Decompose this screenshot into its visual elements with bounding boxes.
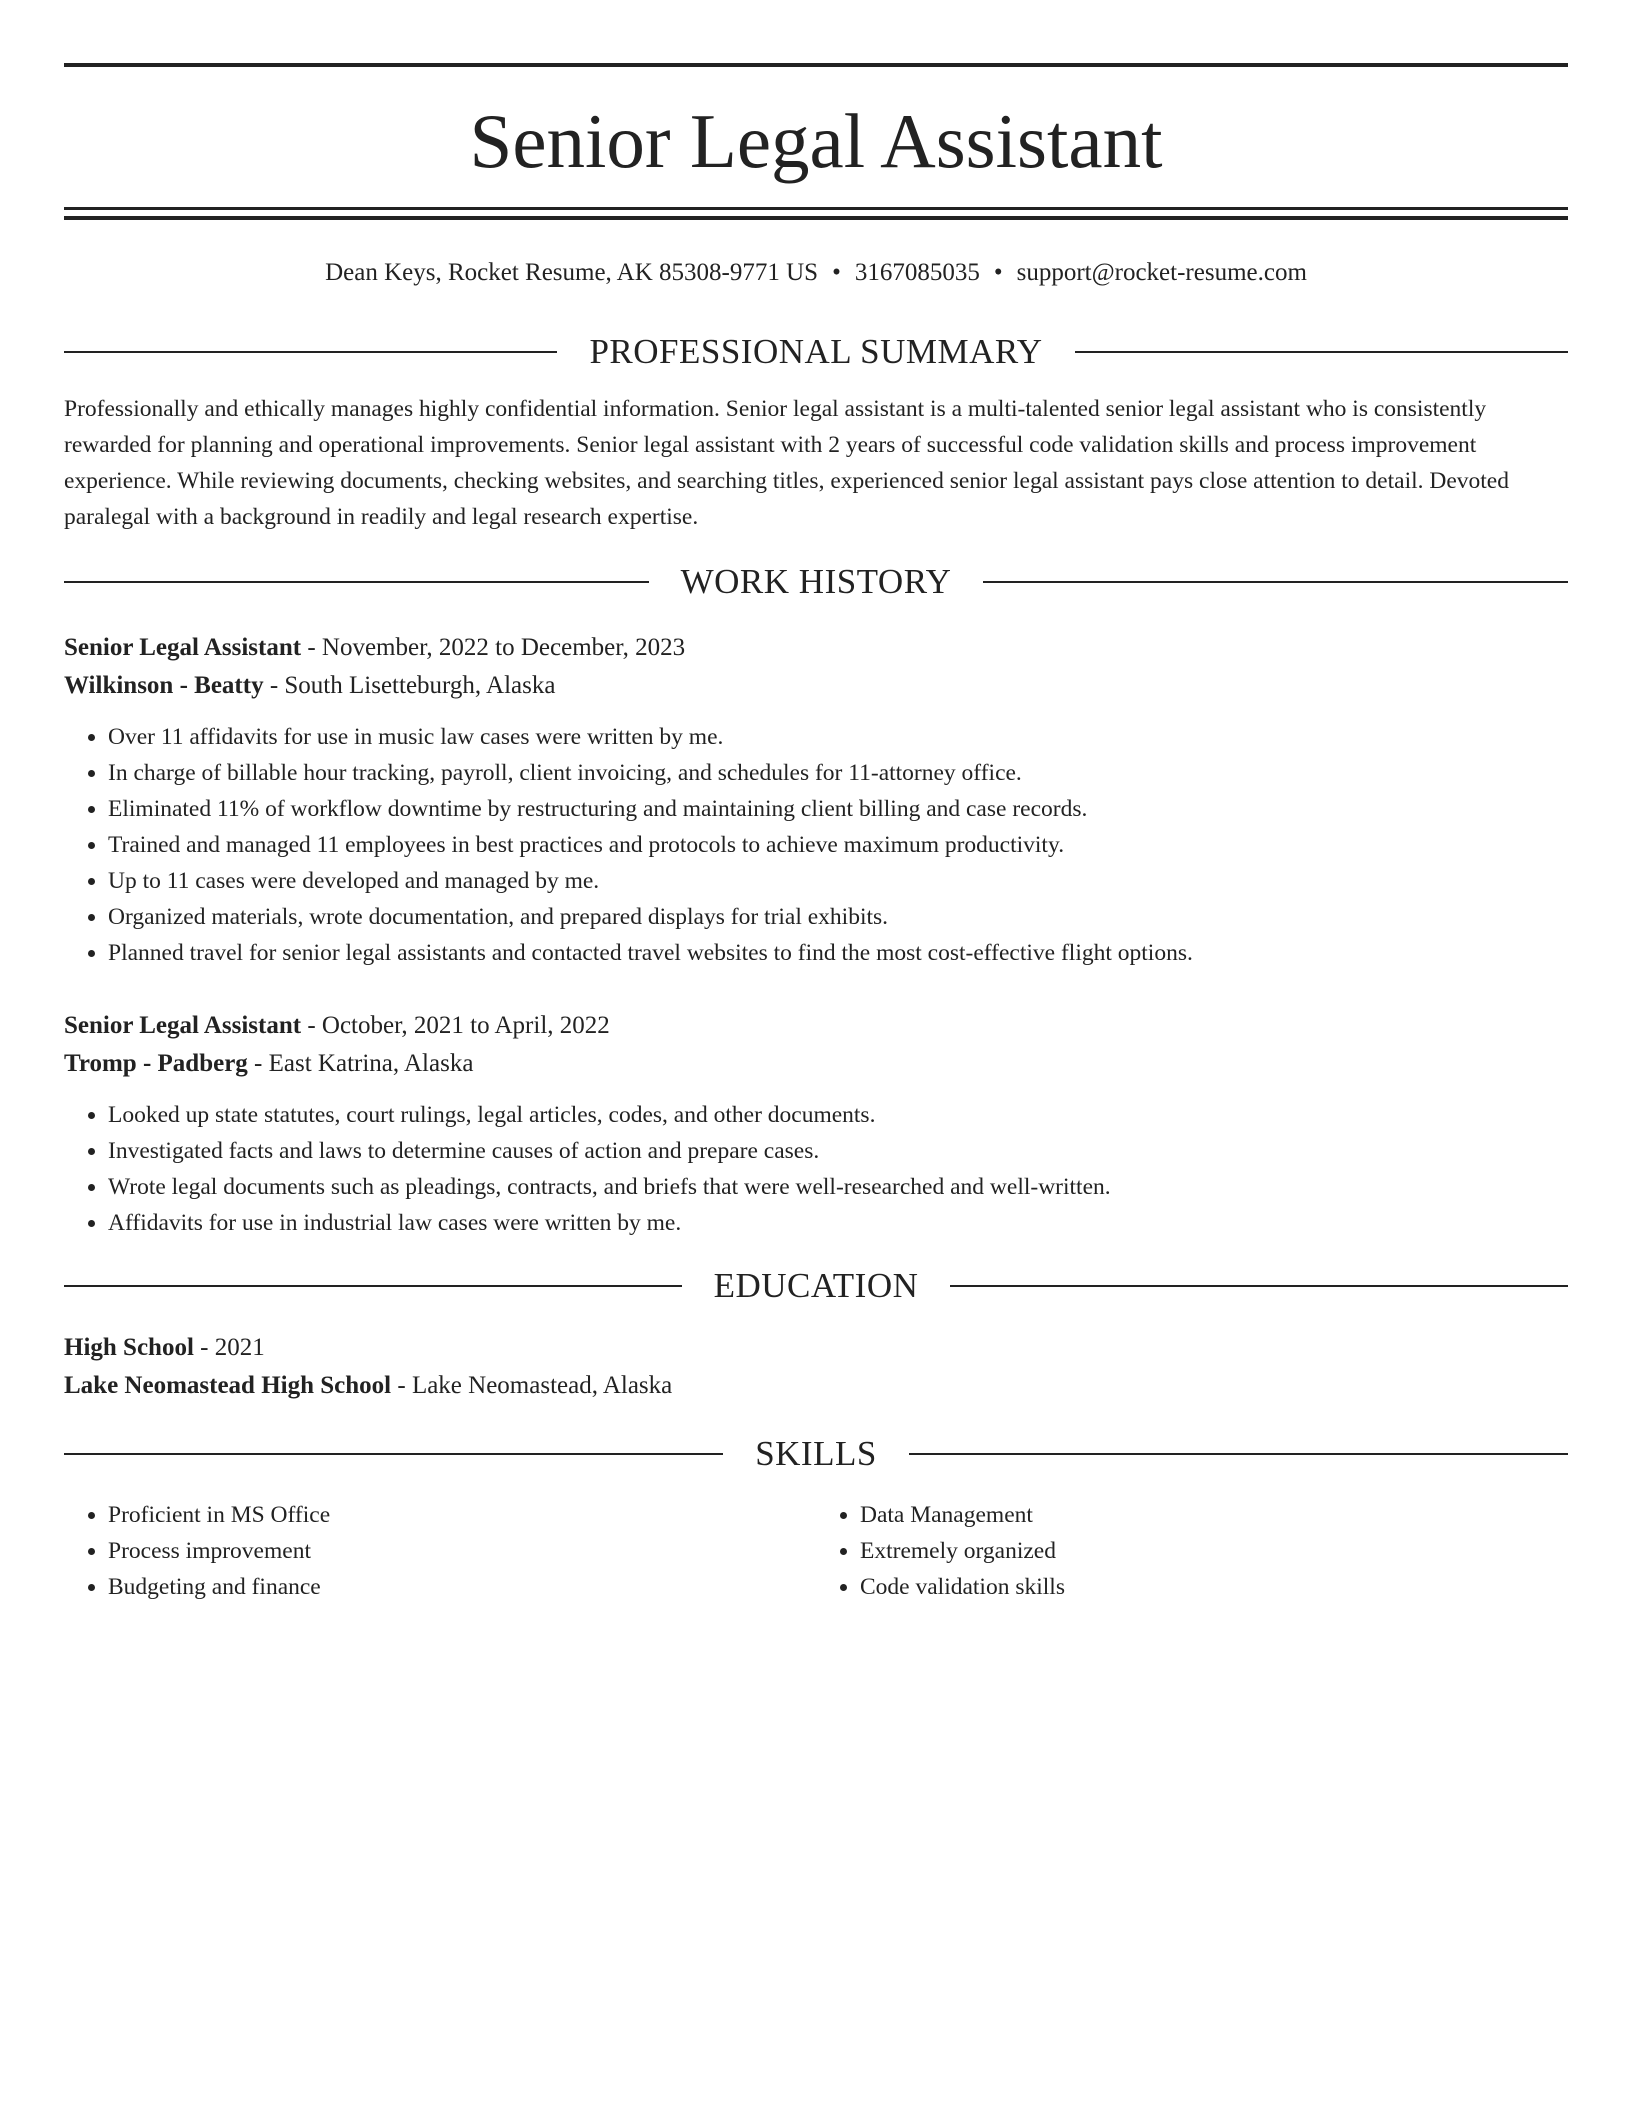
- title-double-rule: [64, 207, 1568, 220]
- job-dates: November, 2022 to December, 2023: [321, 633, 686, 661]
- section-title-work: WORK HISTORY: [680, 561, 952, 601]
- list-item: • Trained and managed 11 employees in best practices and protocols to achieve maximum productivity.: [108, 827, 1568, 863]
- degree: High School: [64, 1333, 194, 1361]
- dash-separator: -: [391, 1371, 412, 1399]
- list-item: • In charge of billable hour tracking, payroll, client invoicing, and schedules for 11-attorney office.: [108, 755, 1568, 791]
- school-line: [64, 1367, 1568, 1405]
- list-item: • Code validation skills: [860, 1569, 1568, 1605]
- job-dates: October, 2021 to April, 2022: [321, 1011, 610, 1039]
- dash-separator: -: [193, 1333, 215, 1361]
- list-item: • Proficient in MS Office: [108, 1497, 816, 1533]
- job-duties-list: [64, 1097, 1568, 1241]
- list-item: • Process improvement: [108, 1533, 816, 1569]
- section-title-education: EDUCATION: [713, 1265, 919, 1305]
- skills-grid: [64, 1497, 1568, 1605]
- job-title-line: [64, 629, 1568, 667]
- heading-rule-left: [64, 351, 557, 353]
- job-location: East Katrina, Alaska: [268, 1049, 474, 1077]
- job-entry-2: [64, 1007, 1568, 1241]
- summary-text: Professionally and ethically manages highly confidential information. Senior legal assistant is a multi-talented senior legal assistant who is consistently rewarded for planning and operational improvements. Senior legal assistant with 2 years of successful code validation skills and process improvement experience. While reviewing documents, checking websites, and searching titles, experienced senior legal assistant pays close attention to detail. Devoted paralegal with a background in readily and legal research expertise.: [64, 396, 1509, 530]
- heading-rule-right: [1075, 351, 1568, 353]
- job-company: Wilkinson - Beatty: [64, 671, 264, 699]
- list-item: • Organized materials, wrote documentation, and prepared displays for trial exhibits.: [108, 899, 1568, 935]
- job-title: Senior Legal Assistant: [64, 633, 302, 661]
- contact-address: Dean Keys, Rocket Resume, AK 85308-9771 US: [325, 259, 819, 286]
- contact-separator: •: [993, 259, 1003, 286]
- list-item: • Planned travel for senior legal assistants and contacted travel websites to find the most cost-effective flight options.: [108, 935, 1568, 971]
- job-location: South Lisetteburgh, Alaska: [284, 671, 556, 699]
- job-duties-list: [64, 719, 1568, 971]
- list-item: • Eliminated 11% of workflow downtime by restructuring and maintaining client billing and case records.: [108, 791, 1568, 827]
- list-item: • Up to 11 cases were developed and managed by me.: [108, 863, 1568, 899]
- education-entry: [64, 1329, 1568, 1405]
- section-title-summary: PROFESSIONAL SUMMARY: [589, 332, 1043, 371]
- list-item: • Investigated facts and laws to determine causes of action and prepare cases.: [108, 1133, 1568, 1169]
- contact-phone: 3167085035: [854, 259, 980, 286]
- heading-rule-right: [983, 581, 1568, 583]
- contact-line: [64, 257, 1568, 289]
- list-item: • Budgeting and finance: [108, 1569, 816, 1605]
- list-item: • Wrote legal documents such as pleadings, contracts, and briefs that were well-researched and well-written.: [108, 1169, 1568, 1205]
- resume-title: Senior Legal Assistant: [469, 98, 1163, 184]
- skills-column-left: [64, 1497, 816, 1605]
- top-rule: [64, 63, 1568, 67]
- school-name: Lake Neomastead High School: [64, 1371, 392, 1399]
- list-item: • Data Management: [860, 1497, 1568, 1533]
- list-item: • Over 11 affidavits for use in music law cases were written by me.: [108, 719, 1568, 755]
- section-heading-education: [64, 1263, 1568, 1309]
- list-item: • Looked up state statutes, court rulings, legal articles, codes, and other documents.: [108, 1097, 1568, 1133]
- list-item: • Extremely organized: [860, 1533, 1568, 1569]
- job-title: Senior Legal Assistant: [64, 1011, 302, 1039]
- graduation-year: 2021: [214, 1333, 265, 1361]
- section-title-skills: SKILLS: [755, 1433, 877, 1473]
- heading-rule-left: [64, 1285, 682, 1287]
- job-entry-1: [64, 629, 1568, 971]
- job-company-line: [64, 667, 1568, 705]
- contact-email: support@rocket-resume.com: [1016, 259, 1307, 286]
- dash-separator: -: [301, 633, 322, 661]
- school-location: Lake Neomastead, Alaska: [411, 1371, 673, 1399]
- heading-rule-left: [64, 1453, 723, 1455]
- list-item: • Affidavits for use in industrial law cases were written by me.: [108, 1205, 1568, 1241]
- heading-rule-right: [950, 1285, 1568, 1287]
- degree-line: [64, 1329, 1568, 1367]
- contact-separator: •: [832, 259, 841, 286]
- job-company: Tromp - Padberg: [64, 1049, 248, 1077]
- section-heading-skills: [64, 1431, 1568, 1477]
- heading-rule-left: [64, 581, 649, 583]
- job-company-line: [64, 1045, 1568, 1083]
- skills-column-right: [816, 1497, 1568, 1605]
- dash-separator: -: [247, 1049, 269, 1077]
- heading-rule-right: [909, 1453, 1568, 1455]
- dash-separator: -: [263, 671, 285, 699]
- section-heading-work: [64, 559, 1568, 605]
- dash-separator: -: [301, 1011, 322, 1039]
- job-title-line: [64, 1007, 1568, 1045]
- section-heading-summary: [64, 329, 1568, 375]
